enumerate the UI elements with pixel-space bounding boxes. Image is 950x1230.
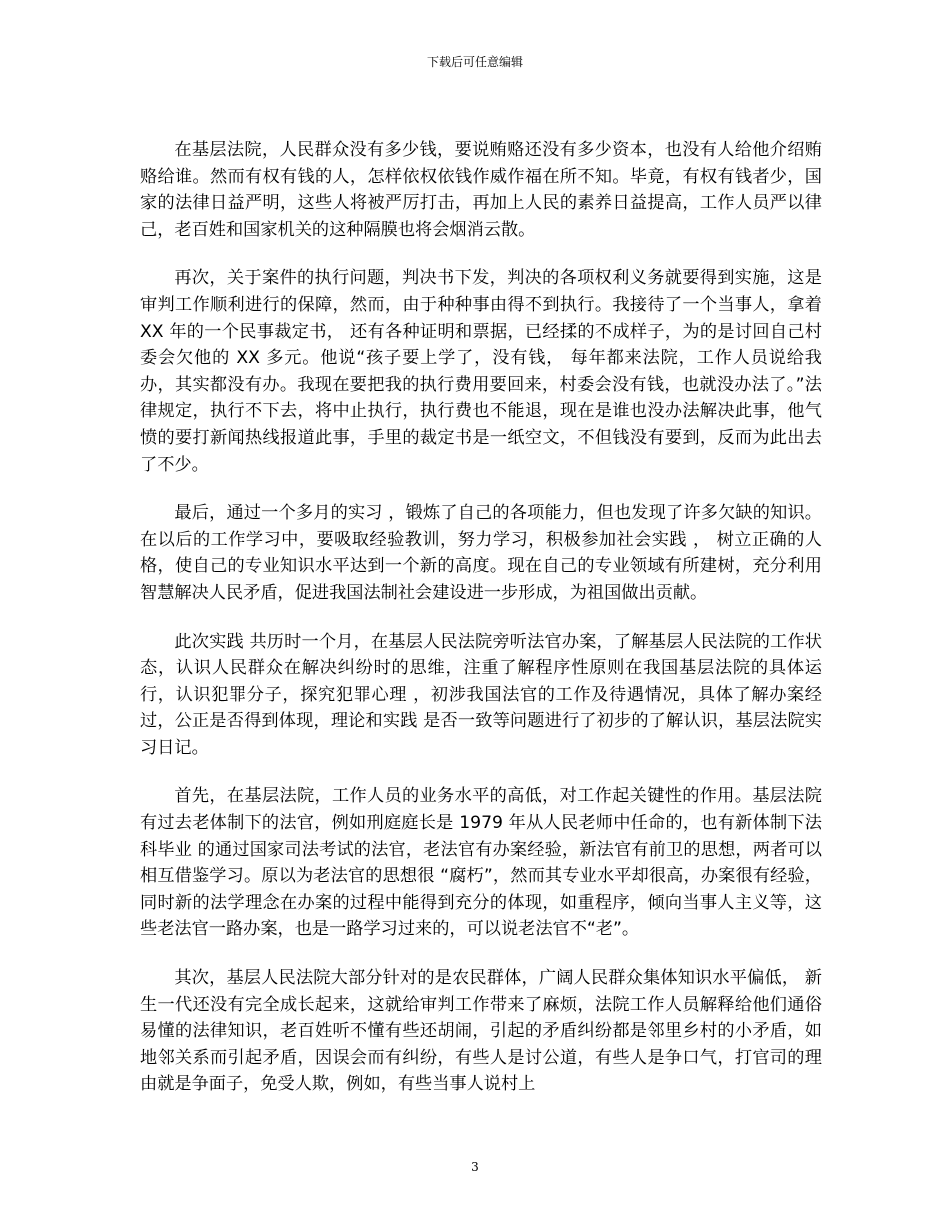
page-number: 3 — [471, 1160, 479, 1174]
paragraph-5: 首先，在基层法院，工作人员的业务水平的高低，对工作起关键性的作用。基层法院有过去老体制下的法官，例如刑庭庭长是 1979 年从人民老师中任命的，也有新体制下法科毕业 的通过国家司法考试的法官，老法官有办案经验，新法官有前卫的思想，两者可以相互借鉴学习。原以为老法官的思想很 “腐朽”，然而其专业水平却很高，办案很有经验，同时新的法学理念在办案的过程中能得到充分的体现，如重程序，倾向当事人主义等，这些老法官一路办案，也是一路学习过来的，可以说老法官不“老”。 — [140, 786, 822, 940]
paragraph-3: 最后，通过一个多月的实习 ，锻炼了自己的各项能力，但也发现了许多欠缺的知识。在以后的工作学习中，要吸取经验教训，努力学习，积极参加社会实践 ， 树立正确的人格，使自己的专业知识水平达到一个新的高度。现在自己的专业领域有所建树，充分利用智慧解决人民矛盾，促进我国法制社会建设进一步形成，为祖国做出贡献。 — [140, 503, 822, 603]
page-header: 下载后可任意编辑 — [426, 55, 523, 69]
paragraph-1: 在基层法院，人民群众没有多少钱，要说贿赂还没有多少资本，也没有人给他介绍贿赂给谁。然而有权有钱的人，怎样依权依钱作威作福在所不知。毕竟，有权有钱者少，国家的法律日益严明，这些人将被严厉打击，再加上人民的素养日益提高，工作人员严以律己，老百姓和国家机关的这种隔膜也将会烟消云散。 — [140, 140, 822, 240]
paragraph-6: 其次，基层人民法院大部分针对的是农民群体，广阔人民群众集体知识水平偏低， 新生一代还没有完全成长起来，这就给审判工作带来了麻烦，法院工作人员解释给他们通俗易懂的法律知识，老百姓听不懂有些还胡闹，引起的矛盾纠纷都是邻里乡村的小矛盾，如地邻关系而引起矛盾，因误会而有纠纷，有些人是讨公道，有些人是争口气，打官司的理由就是争面子，免受人欺，例如，有些当事人说村上 — [140, 968, 822, 1095]
paragraph-2: 再次，关于案件的执行问题，判决书下发，判决的各项权利义务就要得到实施，这是审判工作顺利进行的保障，然而，由于种种事由得不到执行。我接待了一个当事人，拿着 XX 年的一个民事裁定书， 还有各种证明和票据，已经揉的不成样子，为的是讨回自己村委会欠他的 XX 多元。他说“孩子要上学了，没有钱， 每年都来法院，工作人员说给我办，其实都没有办。我现在要把我的执行费用要回来，村委会没有钱，也就没办法了。”法律规定，执行不下去，将中止执行，执行费也不能退，现在是谁也没办法解决此事，他气愤的要打新闻热线报道此事，手里的裁定书是一纸空文，不但钱没有要到，反而为此出去了不少。 — [140, 268, 822, 475]
document-body — [140, 137, 822, 1120]
paragraph-4: 此次实践 共历时一个月，在基层人民法院旁听法官办案，了解基层人民法院的工作状态，认识人民群众在解决纠纷时的思维，注重了解程序性原则在我国基层法院的具体运行，认识犯罪分子，探究犯罪心理 ，初涉我国法官的工作及待遇情况，具体了解办案经过，公正是否得到体现，理论和实践 是否一致等问题进行了初步的了解认识，基层法院实习日记。 — [140, 631, 822, 758]
